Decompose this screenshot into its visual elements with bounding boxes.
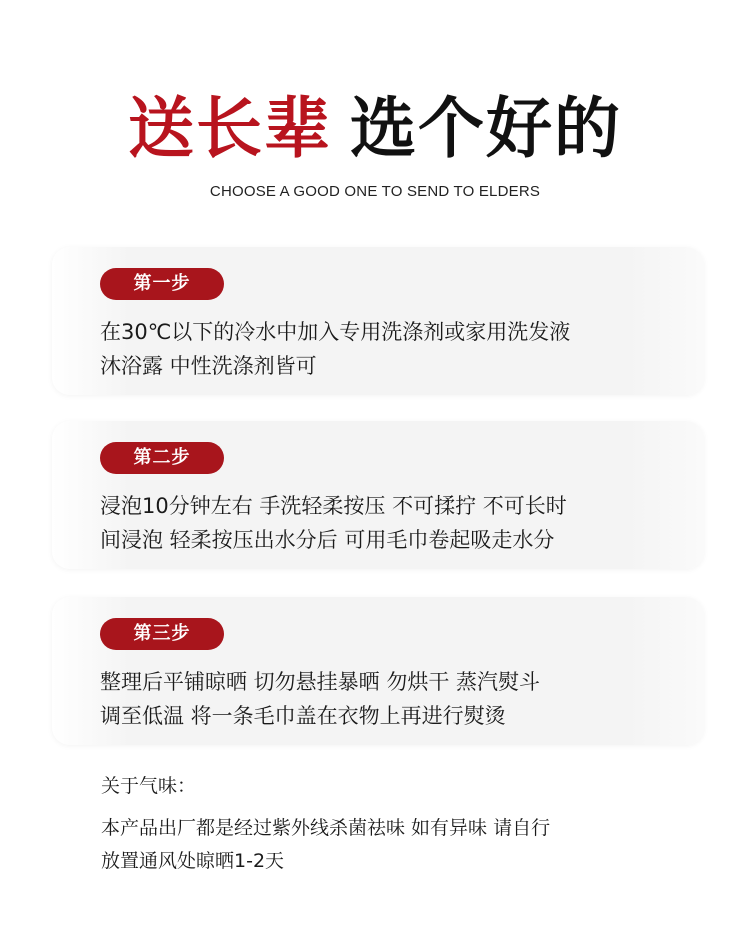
title-red-part: 送长辈 [128, 89, 332, 167]
odor-note-line-1: 本产品出厂都是经过紫外线杀菌祛味 如有异味 请自行 [101, 817, 551, 839]
step-1-line-2: 沐浴露 中性洗涤剂皆可 [100, 354, 317, 378]
odor-note-body [101, 812, 721, 878]
step-text-2 [100, 489, 700, 557]
page-subtitle: CHOOSE A GOOD ONE TO SEND TO ELDERS [209, 183, 541, 200]
step-text-3 [100, 665, 700, 733]
step-badge-2: 第二步 [100, 442, 224, 474]
step-card-1 [52, 247, 704, 395]
step-3-line-2: 调至低温 将一条毛巾盖在衣物上再进行熨烫 [100, 704, 506, 728]
odor-note-title: 关于气味： [101, 775, 197, 797]
step-card-2 [52, 421, 704, 569]
step-card-3 [52, 597, 704, 745]
step-2-line-1: 浸泡10分钟左右 手洗轻柔按压 不可揉拧 不可长时 [100, 494, 567, 518]
step-2-line-2: 间浸泡 轻柔按压出水分后 可用毛巾卷起吸走水分 [100, 528, 555, 552]
page-title [0, 88, 750, 168]
step-1-line-1: 在30℃以下的冷水中加入专用洗涤剂或家用洗发液 [100, 320, 571, 344]
title-black-part: 选个好的 [350, 89, 622, 167]
step-text-1 [100, 315, 700, 383]
step-3-line-1: 整理后平铺晾晒 切勿悬挂暴晒 勿烘干 蒸汽熨斗 [100, 670, 541, 694]
odor-note-line-2: 放置通风处晾晒1-2天 [101, 850, 285, 872]
step-badge-3: 第三步 [100, 618, 224, 650]
step-badge-1: 第一步 [100, 268, 224, 300]
